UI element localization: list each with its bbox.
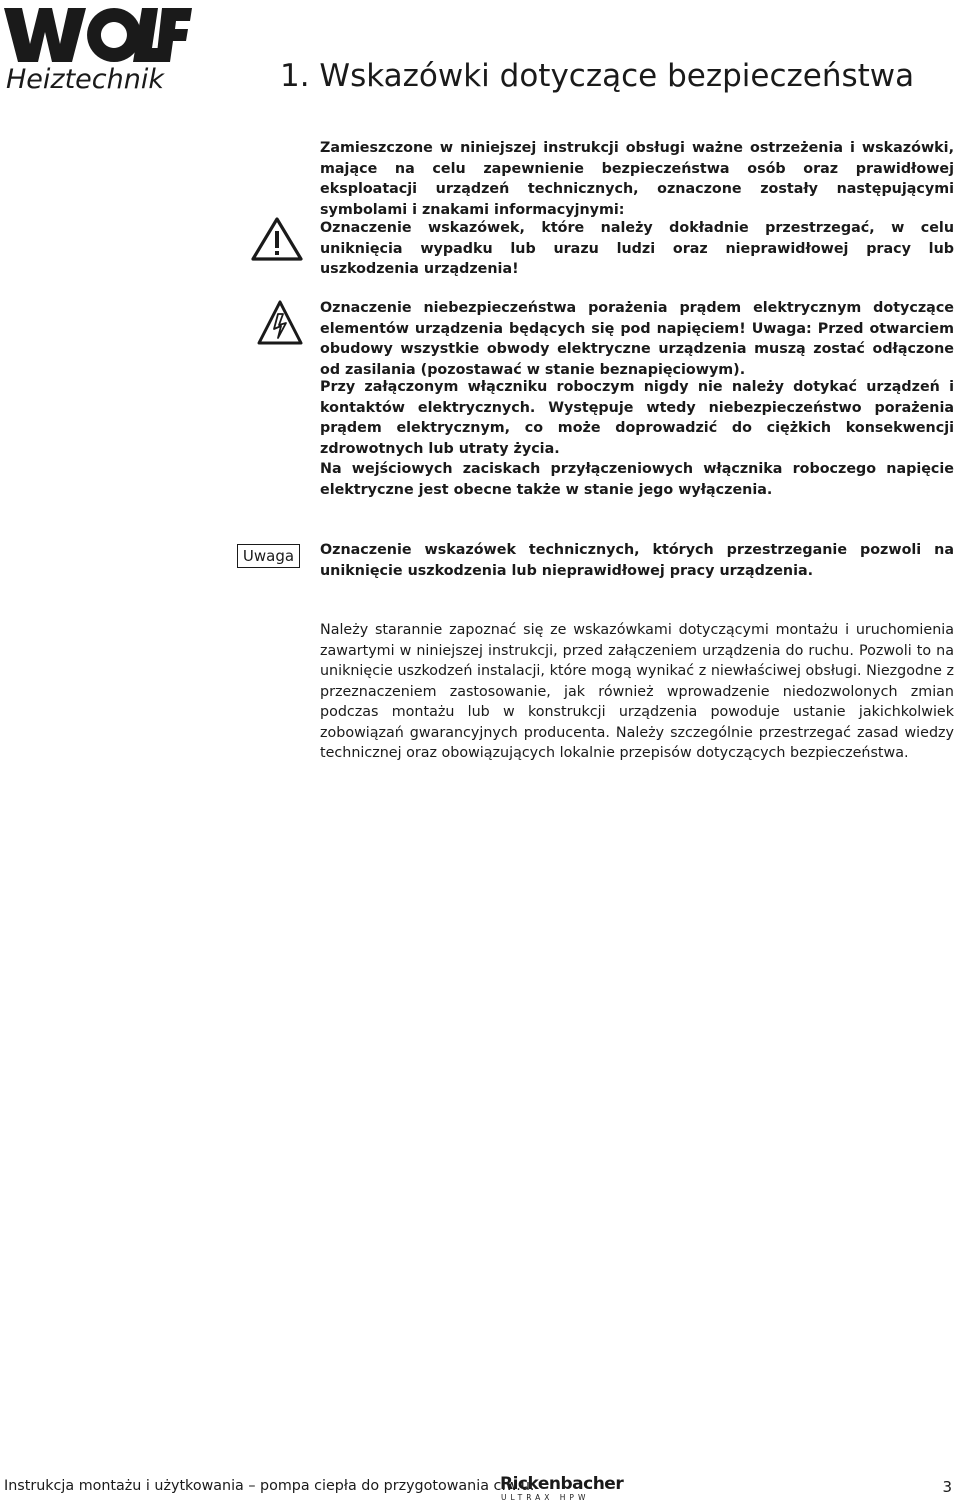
rickenbacher-logo <box>500 1474 624 1504</box>
warning-paragraph <box>320 218 954 280</box>
intro-text: Zamieszczone w niniejszej instrukcji obsługi ważne ostrzeżenia i wskazówki, mające na celu zapewnienie bezpieczeństwa osób oraz prawidłowej eksploatacji urządzeń technicznych, oznaczone zostały następującymi symbolami i znakami informacyjnymi: <box>320 140 954 218</box>
terminal-paragraph <box>320 459 954 500</box>
warning-icon <box>250 216 304 262</box>
brand-name: Rickenbacher <box>500 1474 624 1494</box>
uwaga-paragraph <box>320 540 954 581</box>
warning-text: Oznaczenie wskazówek, które należy dokładnie przestrzegać, w celu uniknięcia wypadku lub urazu ludzi oraz nieprawidłowej pracy lub uszkodzenia urządzenia! <box>320 220 954 277</box>
terminal-text: Na wejściowych zaciskach przyłączeniowych włącznika roboczego napięcie elektryczne jest obecne także w stanie jego wyłączenia. <box>320 461 954 498</box>
uwaga-label: Uwaga <box>237 544 300 568</box>
page-title: 1. Wskazówki dotyczące bezpieczeństwa <box>280 58 915 94</box>
logo-subtitle: Heiztechnik <box>6 64 164 95</box>
general-text: Należy starannie zapoznać się ze wskazówkami dotyczącymi montażu i uruchomienia zawartymi w niniejszej instrukcji, przed załączeniem urządzenia do ruchu. Pozwoli to na uniknięcie uszkodzeń instalacji, które mogą wynikać z niewłaściwej obsługi. Niezgodne z przeznaczeniem zastosowanie, jak również wprowadzenie niedozwolonych zmian podczas montażu lub w konstrukcji urządzenia powoduje ustanie jakichkolwiek zobowiązań gwarancyjnych producenta. Należy szczególnie przestrzegać zasad wiedzy technicznej oraz obowiązujących lokalnie przepisów dotyczących bezpieczeństwa. <box>320 622 954 761</box>
uwaga-text: Oznaczenie wskazówek technicznych, których przestrzeganie pozwoli na uniknięcie uszkodzenia lub nieprawidłowej pracy urządzenia. <box>320 542 954 579</box>
electric-paragraph <box>320 298 954 380</box>
wolf-logo <box>2 4 202 100</box>
intro-paragraph <box>320 138 954 220</box>
electric-text: Oznaczenie niebezpieczeństwa porażenia prądem elektrycznym dotyczące elementów urządzenia będących się pod napięciem! Uwaga: Przed otwarciem obudowy wszystkie obwody elektryczne urządzenia muszą zostać odłączone od zasilania (pozostawać w stanie beznapięciowym). <box>320 300 954 378</box>
general-paragraph <box>320 620 954 764</box>
electric-hazard-icon <box>256 298 304 348</box>
footer-document-title: Instrukcja montażu i użytkowania – pompa ciepła do przygotowania c.w.u. <box>4 1478 535 1494</box>
wolf-logo-mark <box>2 4 192 66</box>
switch-text: Przy załączonym włączniku roboczym nigdy nie należy dotykać urządzeń i kontaktów elektrycznych. Występuje wtedy niebezpieczeństwo porażenia prądem elektrycznym, co może doprowadzić do ciężkich konsekwencji zdrowotnych lub utraty życia. <box>320 379 954 457</box>
page-number: 3 <box>942 1478 952 1496</box>
switch-paragraph <box>320 377 954 459</box>
brand-subtitle: ULTRAX HPW <box>501 1493 590 1502</box>
